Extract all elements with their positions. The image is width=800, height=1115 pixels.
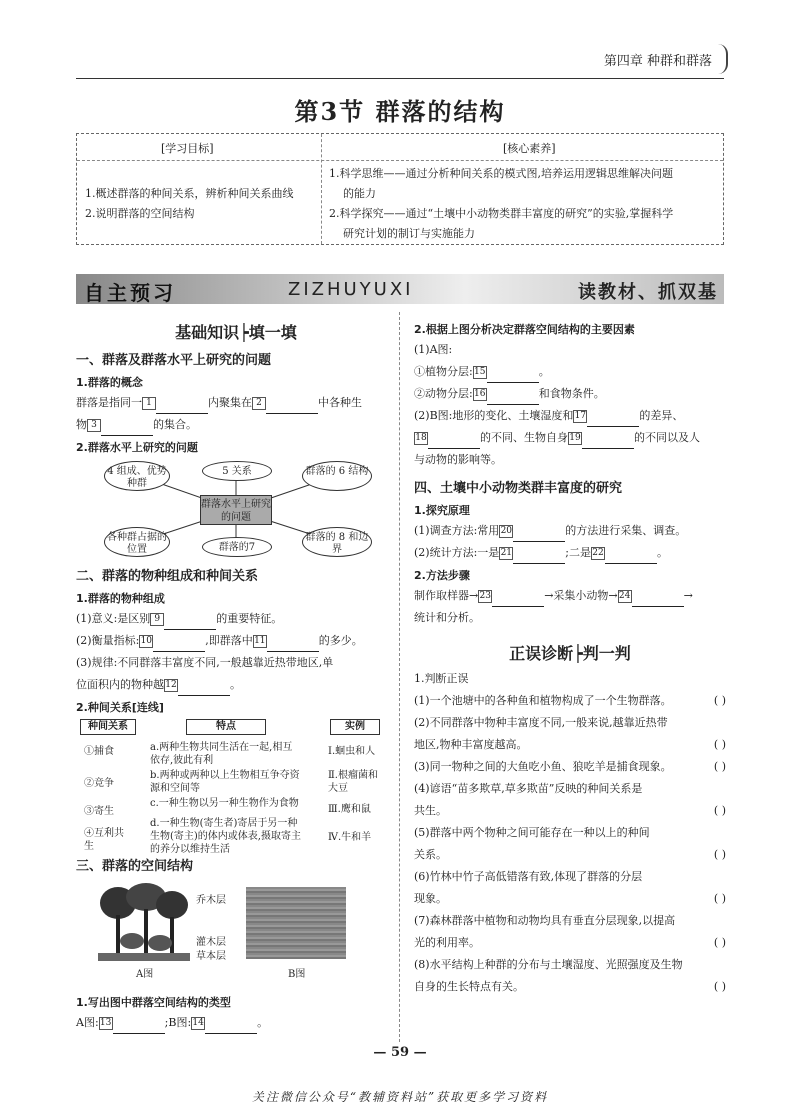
rel-feature-c[interactable]: c.一种生物以另一种生物作为食物 [150, 798, 299, 809]
answer-paren-5[interactable]: ( ) [713, 848, 726, 861]
mindmap-node-position: 各种群占据的位置 [104, 527, 170, 557]
spatial-structure-figure [76, 881, 396, 991]
fill-blank-14[interactable] [205, 1021, 257, 1034]
column-divider [399, 312, 400, 1042]
rel-feature-b[interactable]: b.两种或两种以上生物相互争夺资源和空间等 [150, 770, 300, 794]
mindmap-node-relation: 5 关系 [202, 461, 272, 481]
fill-blank-12[interactable] [178, 683, 230, 696]
preview-banner [76, 274, 724, 304]
grassland-image [246, 887, 346, 959]
rel-header-example: 实例 [330, 719, 380, 735]
fill-blank-18[interactable] [428, 436, 480, 449]
goals-table [76, 133, 724, 245]
banner-left: 自主预习 [84, 281, 176, 305]
fill-blank-21[interactable] [513, 551, 565, 564]
header-bracket [718, 44, 728, 74]
label-herb-layer: 草本层 [196, 951, 226, 962]
judge-title: 正误诊断┝判一判 [509, 644, 631, 663]
footer-note: 关注微信公众号“教辅资料站”获取更多学习资料 [251, 1090, 549, 1104]
fill-blank-23[interactable] [492, 594, 544, 607]
rel-type-mutualism[interactable]: ④互利共生 [84, 828, 124, 852]
fill-blank-3[interactable] [101, 423, 153, 436]
section-title: 第3节 群落的结构 [294, 97, 506, 126]
fill-blank-24[interactable] [632, 594, 684, 607]
core-literacy-list: 1.科学思维——通过分析种间关系的模式图,培养运用逻辑思维解决问题 的能力 2.科学探究——通过“土壤中小动物类群丰富度的研究”的实验,掌握科学 研究计划的制订与实施能力 [329, 167, 674, 240]
mindmap-node-boundary: 群落的 8 和边界 [302, 527, 372, 557]
fill-blank-17[interactable] [587, 414, 639, 427]
answer-paren-2[interactable]: ( ) [713, 738, 726, 751]
fill-blank-16[interactable] [487, 392, 539, 405]
core-literacy-heading: [核心素养] [503, 142, 556, 155]
rel-feature-a[interactable]: a.两种生物共同生活在一起,相互依存,彼此有利 [150, 742, 293, 766]
fill-blank-2[interactable] [266, 401, 318, 414]
fill-blank-22[interactable] [605, 551, 657, 564]
research-mindmap [76, 461, 396, 559]
banner-right: 读教材、抓双基 [578, 282, 718, 303]
rel-header-feature: 特点 [186, 719, 266, 735]
right-column: 2.根据上图分析决定群落空间结构的主要因素 (1)A图: ①植物分层:15 。 ②动物分层:16 和食物条件。 (2)B图:地形的变化、土壤湿度和17 的差异、 18 的不同、生物自身19 的不同以及人 与动物的影响等。 四、土壤中小动物类群丰富度的研究 1.探究原理 (1)调查方法:常用20 的方法进行采集、调查。 (2)统计方法:一是21 ;二是22 。 2.方法步骤 制作取样器→23 →采集小动物→24 → 统计和分析。 正误诊断┝判一判 1.判断正误 (1)一个池塘中的各种鱼和植物构成了一个生物群落。 ( ) (2)不同群落中物种丰富度不同,一般来说,越靠近热带 地区,物种丰富度越高。 ( ) (3)同一物种之间的大鱼吃小鱼、狼吃羊是捕食现象。 ( ) (4)谚语“苗多欺草,草多欺苗”反映的种间关系是 共生。 ( ) (5)群落中两个物种之间可能存在一种以上的种间 关系。 ( ) (6)竹林中竹子高低错落有致,体现了群落的分层 现象。 ( ) (7)森林群落中植物和动物均具有垂直分层现象,以提高 光的利用率。 ( ) (8)水平结构上种群的分布与土壤湿度、光照强度及生物 自身的生长特点有关。 ( ) [414, 318, 726, 998]
rel-header-type: 种间关系 [80, 719, 136, 735]
label-figure-a: A图 [136, 969, 154, 980]
answer-paren-3[interactable]: ( ) [713, 760, 726, 773]
rel-feature-d[interactable]: d.一种生物(寄生者)寄居于另一种生物(寄主)的体内或体表,摄取寄主的养分以维持生活 [150, 818, 301, 855]
rel-example-1[interactable]: Ⅰ.蛔虫和人 [328, 746, 376, 757]
answer-paren-7[interactable]: ( ) [713, 936, 726, 949]
rel-type-predation[interactable]: ①捕食 [84, 746, 114, 757]
rel-example-3[interactable]: Ⅲ.鹰和鼠 [328, 804, 371, 815]
fill-blank-20[interactable] [513, 529, 565, 542]
rel-example-4[interactable]: Ⅳ.牛和羊 [328, 832, 372, 843]
answer-paren-4[interactable]: ( ) [713, 804, 726, 817]
chapter-header: 第四章 种群和群落 [603, 54, 712, 69]
answer-paren-8[interactable]: ( ) [713, 980, 726, 993]
label-tree-layer: 乔木层 [196, 895, 226, 906]
fill-blank-11[interactable] [267, 639, 319, 652]
mindmap-node-group: 群落的7 [202, 537, 272, 557]
mindmap-node-structure: 群落的 6 结构 [302, 461, 372, 491]
rel-type-competition[interactable]: ②竞争 [84, 778, 114, 789]
fill-blank-15[interactable] [487, 370, 539, 383]
fill-blank-10[interactable] [153, 639, 205, 652]
header-rule [76, 78, 724, 79]
banner-pinyin: ZIZHUYUXI [288, 279, 414, 300]
left-column: 基础知识┝填一填 一、群落及群落水平上研究的问题 1.群落的概念 群落是指同一 1 内聚集在 2 中各种生 物 3 的集合。 2.群落水平上研究的问题 4 组成、优势种群 5 关系 群落的 6 结构 群落水平上研究的问题 各种群占据的位置 群落的7 群落的 8 和边界 二、群落的物种组成和种间关系 1.群落的物种组成 (1)意义:是区别 9 的重要特征。 (2)衡量指标:10 ,即群落中11 的多少。 (3)规律:不同群落丰富度不同,一般越靠近热带地区,单 位面积内的物种越12 。 2.种间关系[连线] 种间关系 特点 实例 ①捕食 ②竞争 ③寄生 ④互利共生 a.两种生物共同生活在一起,相互依存,彼此有利 b.两种或两种以上生物相互争夺资源和空间等 c.一种生物以另一种生物作为食物 d.一种生物(寄生者)寄居于另一种生物(寄主)的体内或体表,摄取寄主的养分以维持生活 Ⅰ.蛔虫和人 Ⅱ.根瘤菌和大豆 Ⅲ.鹰和鼠 Ⅳ.牛和羊 三、群落的空间结构 乔木层 灌木层 草本层 A图 B图 1.写出图中群落空间结构的类型 A图:13 ;B图:14 。 [76, 318, 396, 1034]
relation-matching [76, 719, 396, 855]
rel-example-2[interactable]: Ⅱ.根瘤菌和大豆 [328, 770, 378, 794]
fill-blank-13[interactable] [113, 1021, 165, 1034]
fill-blank-19[interactable] [582, 436, 634, 449]
rel-type-parasitism[interactable]: ③寄生 [84, 806, 114, 817]
mindmap-center: 群落水平上研究的问题 [200, 495, 272, 525]
mindmap-node-composition: 4 组成、优势种群 [104, 461, 170, 491]
label-shrub-layer: 灌木层 [196, 937, 226, 948]
learning-goals-list: 1.概述群落的种间关系，辨析种间关系曲线 2.说明群落的空间结构 [85, 187, 294, 220]
learning-goals-heading: [学习目标] [161, 142, 214, 155]
label-figure-b: B图 [288, 969, 306, 980]
fill-blank-9[interactable] [164, 617, 216, 630]
forest-image [98, 881, 190, 961]
answer-paren-6[interactable]: ( ) [713, 892, 726, 905]
basic-knowledge-title: 基础知识┝填一填 [175, 323, 297, 342]
fill-blank-1[interactable] [156, 401, 208, 414]
page-number: — 59 — [373, 1045, 427, 1060]
answer-paren-1[interactable]: ( ) [713, 694, 726, 707]
